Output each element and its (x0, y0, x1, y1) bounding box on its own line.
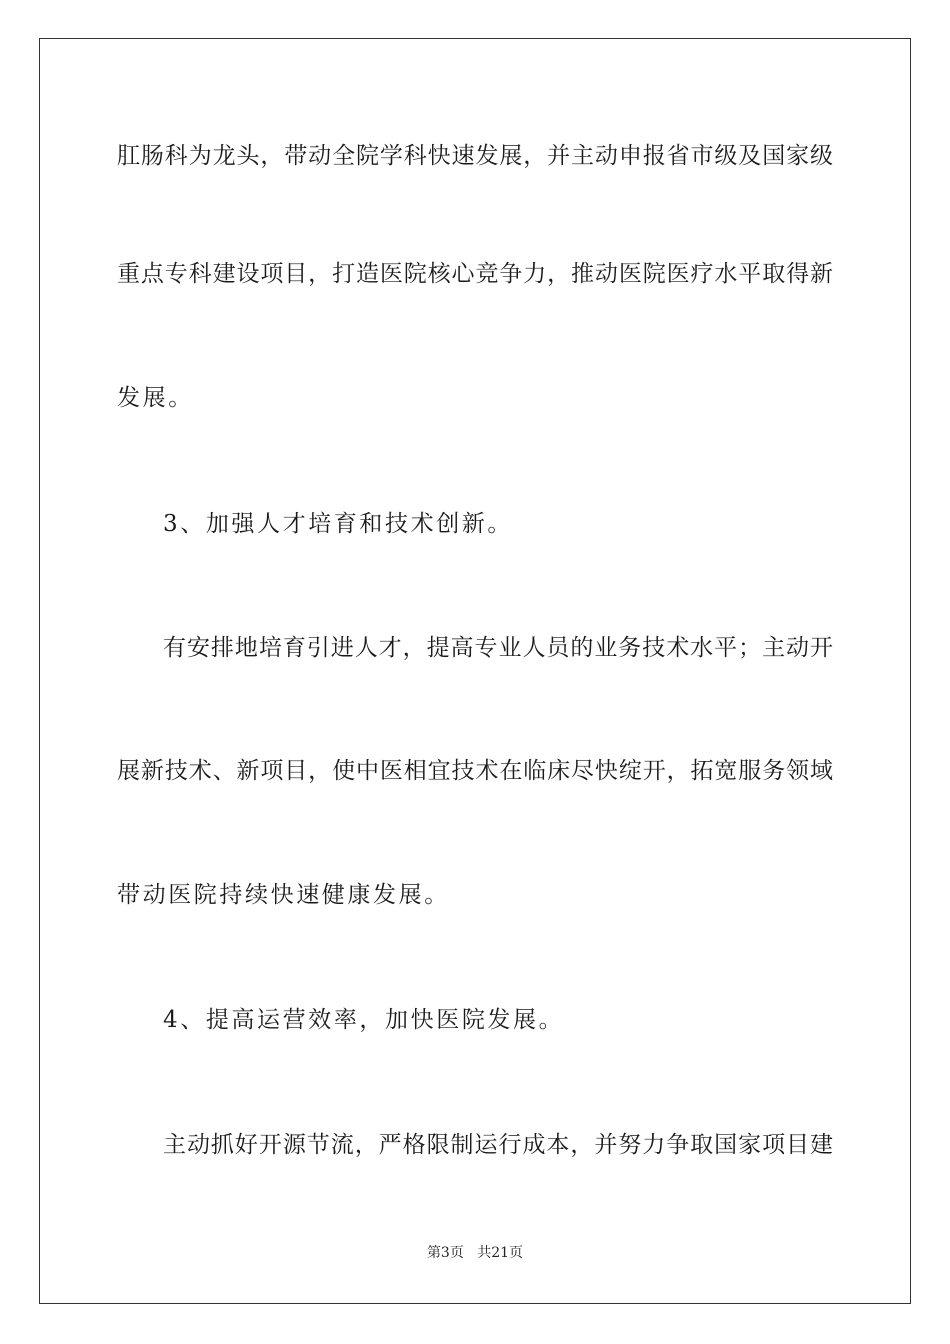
text-line-3: 发展。 (117, 385, 194, 411)
page-number: 第3页 (426, 1245, 464, 1261)
text-line-5: 有安排地培育引进人才，提高专业人员的业务技术水平；主动开 (163, 635, 833, 661)
text-line-1: 肛肠科为龙头，带动全院学科快速发展，并主动申报省市级及国家级 (117, 143, 833, 169)
heading-item-3: 3、加强人才培育和技术创新。 (163, 511, 514, 537)
heading-item-4: 4、提高运营效率，加快医院发展。 (163, 1007, 565, 1033)
text-line-6: 展新技术、新项目，使中医相宜技术在临床尽快绽开，拓宽服务领域 (117, 758, 833, 784)
page-frame (39, 38, 911, 1304)
text-line-2: 重点专科建设项目，打造医院核心竞争力，推动医院医疗水平取得新 (117, 261, 833, 287)
text-line-7: 带动医院持续快速健康发展。 (117, 882, 450, 908)
page-total: 共21页 (477, 1245, 524, 1261)
page-footer (0, 1244, 950, 1262)
text-line-9: 主动抓好开源节流，严格限制运行成本，并努力争取国家项目建 (163, 1132, 833, 1158)
